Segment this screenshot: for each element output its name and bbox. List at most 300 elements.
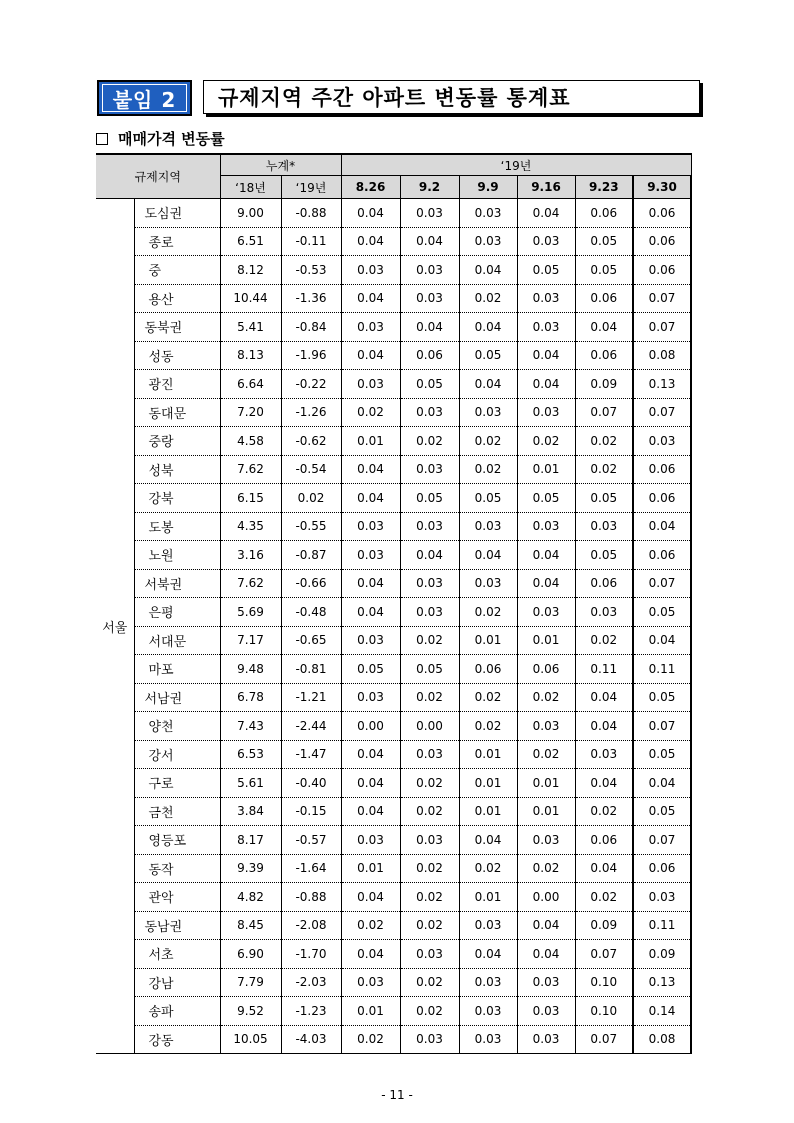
- weekly-change-value: 0.11: [575, 655, 633, 684]
- weekly-change-value: 0.03: [400, 598, 459, 627]
- weekly-change-value: 0.00: [517, 883, 575, 912]
- weekly-change-value: 0.02: [459, 598, 517, 627]
- weekly-change-value: 0.03: [517, 712, 575, 741]
- cum-2018-value: 6.51: [220, 227, 281, 256]
- weekly-change-value: 0.04: [400, 313, 459, 342]
- cum-2018-value: 5.61: [220, 769, 281, 798]
- district-name: 노원: [134, 541, 220, 570]
- weekly-change-value: 0.04: [341, 797, 400, 826]
- district-name: 중랑: [134, 427, 220, 456]
- cum-2019-value: -0.84: [281, 313, 341, 342]
- weekly-change-value: 0.03: [341, 313, 400, 342]
- weekly-change-value: 0.06: [633, 199, 691, 228]
- weekly-change-value: 0.02: [400, 911, 459, 940]
- table-row: [96, 598, 691, 627]
- weekly-change-value: 0.04: [459, 256, 517, 285]
- weekly-change-value: 0.01: [517, 797, 575, 826]
- district-name: 중: [134, 256, 220, 285]
- table-row: [96, 655, 691, 684]
- cum-2019-value: -0.57: [281, 826, 341, 855]
- weekly-change-value: 0.02: [459, 284, 517, 313]
- weekly-change-value: 0.03: [341, 512, 400, 541]
- weekly-change-value: 0.10: [575, 968, 633, 997]
- weekly-change-value: 0.03: [517, 826, 575, 855]
- cum-2018-value: 3.16: [220, 541, 281, 570]
- weekly-change-value: 0.03: [400, 455, 459, 484]
- weekly-change-value: 0.04: [517, 199, 575, 228]
- weekly-change-value: 0.04: [341, 455, 400, 484]
- cum-2018-value: 9.39: [220, 854, 281, 883]
- table-body: [96, 199, 691, 1054]
- weekly-change-value: 0.04: [517, 370, 575, 399]
- cum-2018-value: 7.20: [220, 398, 281, 427]
- table-row: [96, 626, 691, 655]
- weekly-change-value: 0.05: [400, 655, 459, 684]
- table-row: [96, 484, 691, 513]
- district-name: 은평: [134, 598, 220, 627]
- cum-2018-value: 6.15: [220, 484, 281, 513]
- weekly-change-value: 0.01: [341, 997, 400, 1026]
- district-name: 성북: [134, 455, 220, 484]
- table-row: [96, 769, 691, 798]
- weekly-change-value: 0.05: [341, 655, 400, 684]
- cum-2018-value: 7.17: [220, 626, 281, 655]
- district-name: 서북권: [134, 569, 220, 598]
- weekly-change-value: 0.03: [400, 398, 459, 427]
- weekly-change-value: 0.04: [341, 484, 400, 513]
- weekly-change-value: 0.05: [400, 370, 459, 399]
- district-name: 송파: [134, 997, 220, 1026]
- weekly-change-value: 0.06: [459, 655, 517, 684]
- weekly-change-value: 0.02: [400, 427, 459, 456]
- district-name: 도봉: [134, 512, 220, 541]
- weekly-change-value: 0.04: [517, 541, 575, 570]
- weekly-change-value: 0.02: [400, 997, 459, 1026]
- cum-2019-value: -0.65: [281, 626, 341, 655]
- weekly-change-value: 0.05: [400, 484, 459, 513]
- cum-2018-value: 6.53: [220, 740, 281, 769]
- weekly-change-value: 0.06: [575, 341, 633, 370]
- weekly-change-value: 0.04: [633, 512, 691, 541]
- weekly-change-value: 0.04: [575, 769, 633, 798]
- cum-2019-value: -1.96: [281, 341, 341, 370]
- weekly-change-value: 0.06: [633, 484, 691, 513]
- table-row: [96, 427, 691, 456]
- cum-2019-value: -0.15: [281, 797, 341, 826]
- weekly-change-value: 0.02: [400, 968, 459, 997]
- col-header-cum18: ‘18년: [220, 176, 281, 199]
- weekly-change-value: 0.02: [517, 427, 575, 456]
- cum-2018-value: 6.78: [220, 683, 281, 712]
- weekly-change-value: 0.03: [575, 512, 633, 541]
- weekly-change-value: 0.02: [400, 626, 459, 655]
- weekly-change-value: 0.06: [575, 199, 633, 228]
- weekly-change-value: 0.03: [400, 256, 459, 285]
- weekly-change-value: 0.03: [459, 227, 517, 256]
- weekly-change-value: 0.04: [517, 911, 575, 940]
- district-name: 서초: [134, 940, 220, 969]
- cum-2019-value: -0.66: [281, 569, 341, 598]
- weekly-change-value: 0.03: [633, 427, 691, 456]
- weekly-change-value: 0.08: [633, 1025, 691, 1054]
- weekly-change-value: 0.05: [575, 227, 633, 256]
- section-heading-label: 매매가격 변동률: [118, 130, 225, 148]
- cum-2019-value: -1.47: [281, 740, 341, 769]
- weekly-change-value: 0.11: [633, 911, 691, 940]
- weekly-change-value: 0.04: [400, 227, 459, 256]
- weekly-change-value: 0.01: [517, 455, 575, 484]
- weekly-change-value: 0.05: [633, 740, 691, 769]
- weekly-change-value: 0.03: [459, 911, 517, 940]
- weekly-change-value: 0.04: [459, 940, 517, 969]
- cum-2018-value: 6.90: [220, 940, 281, 969]
- weekly-change-value: 0.03: [459, 199, 517, 228]
- weekly-change-value: 0.02: [400, 854, 459, 883]
- weekly-change-value: 0.01: [517, 769, 575, 798]
- weekly-change-value: 0.03: [517, 1025, 575, 1054]
- table-row: [96, 512, 691, 541]
- weekly-change-value: 0.03: [575, 740, 633, 769]
- cum-2019-value: -1.70: [281, 940, 341, 969]
- cum-2018-value: 4.82: [220, 883, 281, 912]
- weekly-change-value: 0.03: [517, 997, 575, 1026]
- table-row: [96, 398, 691, 427]
- weekly-change-value: 0.04: [575, 683, 633, 712]
- table-row: [96, 370, 691, 399]
- weekly-change-value: 0.03: [517, 398, 575, 427]
- weekly-change-value: 0.07: [575, 1025, 633, 1054]
- weekly-change-value: 0.03: [517, 598, 575, 627]
- district-name: 도심권: [134, 199, 220, 228]
- weekly-change-value: 0.14: [633, 997, 691, 1026]
- weekly-change-value: 0.04: [341, 940, 400, 969]
- cum-2018-value: 5.41: [220, 313, 281, 342]
- district-name: 용산: [134, 284, 220, 313]
- cum-2018-value: 9.48: [220, 655, 281, 684]
- cum-2019-value: -2.08: [281, 911, 341, 940]
- district-name: 강서: [134, 740, 220, 769]
- weekly-change-value: 0.01: [459, 626, 517, 655]
- weekly-change-value: 0.05: [633, 797, 691, 826]
- table-row: [96, 940, 691, 969]
- weekly-change-value: 0.02: [517, 854, 575, 883]
- district-name: 양천: [134, 712, 220, 741]
- weekly-change-value: 0.08: [633, 341, 691, 370]
- table-row: [96, 284, 691, 313]
- weekly-change-value: 0.03: [400, 199, 459, 228]
- cum-2018-value: 8.13: [220, 341, 281, 370]
- district-name: 동대문: [134, 398, 220, 427]
- cum-2019-value: -1.36: [281, 284, 341, 313]
- weekly-change-value: 0.05: [459, 484, 517, 513]
- page-number: - 11 -: [381, 1088, 413, 1102]
- cumulative-header: 누계*: [220, 154, 341, 176]
- table-row: [96, 797, 691, 826]
- weekly-change-value: 0.03: [459, 512, 517, 541]
- weekly-change-value: 0.01: [459, 769, 517, 798]
- col-header-week-latest: 9.30: [633, 176, 691, 199]
- cum-2019-value: -0.48: [281, 598, 341, 627]
- cum-2019-value: -0.88: [281, 199, 341, 228]
- weekly-change-value: 0.03: [633, 883, 691, 912]
- weekly-change-value: 0.05: [459, 341, 517, 370]
- weekly-change-value: 0.06: [575, 569, 633, 598]
- weekly-change-value: 0.04: [575, 313, 633, 342]
- weekly-change-value: 0.07: [633, 398, 691, 427]
- cum-2019-value: -0.22: [281, 370, 341, 399]
- table-row: [96, 740, 691, 769]
- weekly-change-value: 0.02: [575, 455, 633, 484]
- weekly-change-value: 0.01: [341, 427, 400, 456]
- weekly-change-value: 0.01: [459, 883, 517, 912]
- table-row: [96, 968, 691, 997]
- price-change-table: [96, 153, 692, 1054]
- weekly-change-value: 0.03: [341, 541, 400, 570]
- weekly-change-value: 0.02: [459, 854, 517, 883]
- weekly-change-value: 0.02: [459, 455, 517, 484]
- cum-2019-value: -1.21: [281, 683, 341, 712]
- table-row: [96, 911, 691, 940]
- district-name: 동남권: [134, 911, 220, 940]
- district-name: 서대문: [134, 626, 220, 655]
- weekly-change-value: 0.04: [459, 313, 517, 342]
- weekly-change-value: 0.02: [517, 740, 575, 769]
- weekly-change-value: 0.06: [633, 854, 691, 883]
- table-row: [96, 341, 691, 370]
- district-name: 종로: [134, 227, 220, 256]
- weekly-change-value: 0.02: [400, 797, 459, 826]
- weekly-change-value: 0.03: [400, 569, 459, 598]
- weekly-change-value: 0.04: [517, 940, 575, 969]
- table-row: [96, 256, 691, 285]
- weekly-change-value: 0.00: [400, 712, 459, 741]
- weekly-change-value: 0.03: [459, 1025, 517, 1054]
- weekly-change-value: 0.13: [633, 968, 691, 997]
- year-header: ‘19년: [341, 154, 691, 176]
- district-name: 동북권: [134, 313, 220, 342]
- weekly-change-value: 0.05: [633, 683, 691, 712]
- cum-2018-value: 8.17: [220, 826, 281, 855]
- district-name: 마포: [134, 655, 220, 684]
- district-name: 강남: [134, 968, 220, 997]
- col-header-cum19: ‘19년: [281, 176, 341, 199]
- weekly-change-value: 0.01: [459, 740, 517, 769]
- weekly-change-value: 0.07: [575, 398, 633, 427]
- cum-2018-value: 8.12: [220, 256, 281, 285]
- weekly-change-value: 0.03: [459, 398, 517, 427]
- table-row: [96, 683, 691, 712]
- weekly-change-value: 0.03: [341, 256, 400, 285]
- table-row: [96, 997, 691, 1026]
- district-name: 서남권: [134, 683, 220, 712]
- col-header-week: 9.16: [517, 176, 575, 199]
- weekly-change-value: 0.02: [575, 427, 633, 456]
- square-bullet-icon: [96, 133, 108, 145]
- weekly-change-value: 0.04: [341, 569, 400, 598]
- weekly-change-value: 0.01: [517, 626, 575, 655]
- weekly-change-value: 0.04: [575, 712, 633, 741]
- weekly-change-value: 0.06: [575, 284, 633, 313]
- cum-2019-value: -4.03: [281, 1025, 341, 1054]
- weekly-change-value: 0.02: [400, 883, 459, 912]
- city-label: 서울: [96, 199, 134, 1054]
- appendix-badge: [97, 80, 192, 116]
- weekly-change-value: 0.02: [575, 797, 633, 826]
- weekly-change-value: 0.04: [341, 598, 400, 627]
- weekly-change-value: 0.04: [459, 826, 517, 855]
- district-name: 강동: [134, 1025, 220, 1054]
- cum-2018-value: 6.64: [220, 370, 281, 399]
- district-name: 구로: [134, 769, 220, 798]
- weekly-change-value: 0.04: [575, 854, 633, 883]
- weekly-change-value: 0.03: [517, 284, 575, 313]
- cum-2019-value: -0.40: [281, 769, 341, 798]
- weekly-change-value: 0.07: [633, 284, 691, 313]
- col-header-week: 9.23: [575, 176, 633, 199]
- region-header: 규제지역: [96, 154, 220, 199]
- weekly-change-value: 0.04: [459, 541, 517, 570]
- weekly-change-value: 0.02: [341, 911, 400, 940]
- weekly-change-value: 0.09: [575, 370, 633, 399]
- weekly-change-value: 0.05: [517, 484, 575, 513]
- col-header-week: 8.26: [341, 176, 400, 199]
- district-name: 강북: [134, 484, 220, 513]
- cum-2019-value: -0.54: [281, 455, 341, 484]
- district-name: 영등포: [134, 826, 220, 855]
- weekly-change-value: 0.02: [400, 769, 459, 798]
- weekly-change-value: 0.05: [633, 598, 691, 627]
- cum-2019-value: -1.26: [281, 398, 341, 427]
- weekly-change-value: 0.03: [517, 512, 575, 541]
- cum-2019-value: -0.62: [281, 427, 341, 456]
- weekly-change-value: 0.03: [400, 1025, 459, 1054]
- cum-2018-value: 7.62: [220, 455, 281, 484]
- weekly-change-value: 0.03: [517, 313, 575, 342]
- weekly-change-value: 0.04: [341, 740, 400, 769]
- cum-2018-value: 7.62: [220, 569, 281, 598]
- weekly-change-value: 0.06: [575, 826, 633, 855]
- weekly-change-value: 0.03: [400, 284, 459, 313]
- weekly-change-value: 0.06: [400, 341, 459, 370]
- table-row: [96, 1025, 691, 1054]
- weekly-change-value: 0.02: [341, 398, 400, 427]
- weekly-change-value: 0.07: [633, 712, 691, 741]
- cum-2019-value: -2.44: [281, 712, 341, 741]
- weekly-change-value: 0.04: [633, 769, 691, 798]
- weekly-change-value: 0.04: [517, 341, 575, 370]
- cum-2019-value: 0.02: [281, 484, 341, 513]
- district-name: 관악: [134, 883, 220, 912]
- weekly-change-value: 0.04: [341, 883, 400, 912]
- weekly-change-value: 0.06: [633, 227, 691, 256]
- col-header-week: 9.2: [400, 176, 459, 199]
- weekly-change-value: 0.05: [517, 256, 575, 285]
- weekly-change-value: 0.03: [517, 227, 575, 256]
- weekly-change-value: 0.03: [400, 512, 459, 541]
- weekly-change-value: 0.04: [341, 341, 400, 370]
- weekly-change-value: 0.04: [341, 769, 400, 798]
- cum-2018-value: 7.79: [220, 968, 281, 997]
- weekly-change-value: 0.09: [633, 940, 691, 969]
- weekly-change-value: 0.03: [341, 683, 400, 712]
- weekly-change-value: 0.03: [341, 626, 400, 655]
- cum-2019-value: -0.55: [281, 512, 341, 541]
- table-row: [96, 854, 691, 883]
- weekly-change-value: 0.03: [341, 370, 400, 399]
- weekly-change-value: 0.02: [459, 427, 517, 456]
- cum-2018-value: 4.58: [220, 427, 281, 456]
- cum-2018-value: 9.00: [220, 199, 281, 228]
- weekly-change-value: 0.04: [400, 541, 459, 570]
- table-row: [96, 199, 691, 228]
- weekly-change-value: 0.03: [400, 940, 459, 969]
- district-name: 금천: [134, 797, 220, 826]
- cum-2018-value: 7.43: [220, 712, 281, 741]
- weekly-change-value: 0.04: [633, 626, 691, 655]
- weekly-change-value: 0.02: [459, 712, 517, 741]
- weekly-change-value: 0.04: [341, 199, 400, 228]
- district-name: 동작: [134, 854, 220, 883]
- weekly-change-value: 0.10: [575, 997, 633, 1026]
- weekly-change-value: 0.03: [459, 997, 517, 1026]
- table-row: [96, 826, 691, 855]
- cum-2018-value: 5.69: [220, 598, 281, 627]
- weekly-change-value: 0.05: [575, 484, 633, 513]
- district-name: 광진: [134, 370, 220, 399]
- cum-2019-value: -1.64: [281, 854, 341, 883]
- section-heading: [96, 128, 225, 149]
- weekly-change-value: 0.13: [633, 370, 691, 399]
- weekly-change-value: 0.07: [633, 313, 691, 342]
- appendix-badge-label: 붙임 2: [102, 84, 187, 112]
- weekly-change-value: 0.03: [517, 968, 575, 997]
- cum-2018-value: 10.44: [220, 284, 281, 313]
- cum-2018-value: 4.35: [220, 512, 281, 541]
- weekly-change-value: 0.03: [459, 569, 517, 598]
- cum-2019-value: -0.81: [281, 655, 341, 684]
- weekly-change-value: 0.06: [633, 455, 691, 484]
- table-row: [96, 883, 691, 912]
- weekly-change-value: 0.05: [575, 256, 633, 285]
- weekly-change-value: 0.03: [400, 740, 459, 769]
- weekly-change-value: 0.06: [633, 256, 691, 285]
- weekly-change-value: 0.02: [575, 883, 633, 912]
- weekly-change-value: 0.07: [633, 826, 691, 855]
- weekly-change-value: 0.01: [341, 854, 400, 883]
- cum-2019-value: -1.23: [281, 997, 341, 1026]
- weekly-change-value: 0.02: [459, 683, 517, 712]
- weekly-change-value: 0.04: [517, 569, 575, 598]
- weekly-change-value: 0.09: [575, 911, 633, 940]
- table-row: [96, 712, 691, 741]
- weekly-change-value: 0.02: [341, 1025, 400, 1054]
- table-row: [96, 455, 691, 484]
- cum-2019-value: -2.03: [281, 968, 341, 997]
- district-name: 성동: [134, 341, 220, 370]
- cum-2018-value: 9.52: [220, 997, 281, 1026]
- weekly-change-value: 0.01: [459, 797, 517, 826]
- weekly-change-value: 0.11: [633, 655, 691, 684]
- cum-2019-value: -0.11: [281, 227, 341, 256]
- weekly-change-value: 0.02: [400, 683, 459, 712]
- weekly-change-value: 0.07: [633, 569, 691, 598]
- weekly-change-value: 0.03: [575, 598, 633, 627]
- weekly-change-value: 0.06: [633, 541, 691, 570]
- cum-2019-value: -0.87: [281, 541, 341, 570]
- weekly-change-value: 0.04: [459, 370, 517, 399]
- weekly-change-value: 0.04: [341, 284, 400, 313]
- weekly-change-value: 0.05: [575, 541, 633, 570]
